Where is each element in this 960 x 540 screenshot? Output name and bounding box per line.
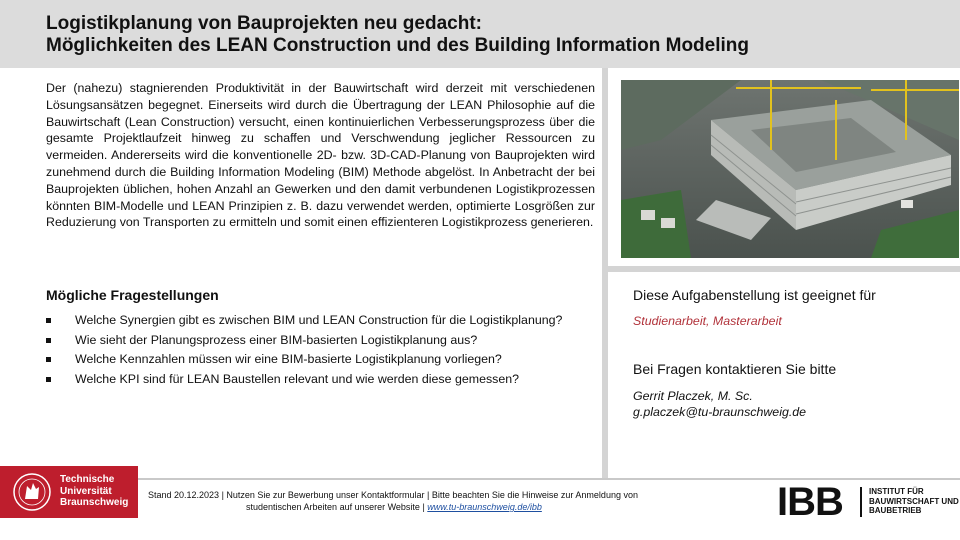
suitability-label: Diese Aufgabenstellung ist geeignet für [633, 287, 876, 303]
tu-name-line-1: Technische [60, 474, 115, 485]
vertical-divider [602, 68, 608, 478]
ibb-logo: IBB [777, 480, 843, 524]
title-line-1: Logistikplanung von Bauprojekten neu gedacht: [46, 13, 482, 34]
bullet-icon [46, 338, 51, 343]
list-item: Welche KPI sind für LEAN Baustellen relevant und wie werden diese gemessen? [46, 372, 595, 388]
list-item: Wie sieht der Planungsprozess einer BIM-basierten Logistikplanung aus? [46, 333, 595, 349]
footer-text [148, 489, 758, 513]
list-item: Welche Kennzahlen müssen wir eine BIM-basierte Logistikplanung vorliegen? [46, 352, 595, 368]
suitability-value: Studienarbeit, Masterarbeit [633, 314, 782, 328]
ibb-website-link[interactable]: www.tu-braunschweig.de/ibb [427, 502, 542, 512]
bullet-icon [46, 318, 51, 323]
bullet-icon [46, 377, 51, 382]
tu-name-line-3: Braunschweig [60, 497, 129, 508]
footer-line-1: Stand 20.12.2023 | Nutzen Sie zur Bewerbung unser Kontaktformular | Bitte beachten Sie die Hinweise zur Anmeldung von [148, 490, 638, 500]
tu-name-line-2: Universität [60, 485, 112, 497]
title-line-2: Möglichkeiten des LEAN Construction und des Building Information Modeling [46, 35, 749, 56]
horizontal-divider [608, 266, 960, 272]
footer-line-2: studentischen Arbeiten auf unserer Website | [246, 502, 428, 512]
questions-heading: Mögliche Fragestellungen [46, 287, 219, 303]
tu-braunschweig-logo [0, 466, 138, 518]
ibb-institute-name: INSTITUT FÜR BAUWIRTSCHAFT UND BAUBETRIEB [869, 487, 959, 515]
bullet-icon [46, 357, 51, 362]
contact-name: Gerrit Placzek, M. Sc. [633, 389, 753, 403]
ibb-logo-bar [860, 487, 862, 517]
contact-label: Bei Fragen kontaktieren Sie bitte [633, 361, 837, 377]
building-model-image [621, 80, 959, 258]
header-bar [0, 0, 960, 68]
list-item: Welche Synergien gibt es zwischen BIM und LEAN Construction für die Logistikplanung? [46, 313, 595, 329]
intro-paragraph: Der (nahezu) stagnierenden Produktivität in der Bauwirtschaft wird derzeit mit verschiedenen Lösungsansätzen begegnet. Einerseits wird durch die Übertragung der LEAN Philosophie auf die Bauwirtschaft (Lean Construction) versucht, einen kontinuierlichen Verbesserungsprozess über die gesamte Projektlaufzeit hinweg zu schaffen und Verschwendung jeglicher Ressourcen zu vermeiden. Andererseits wird die konventionelle 2D- bzw. 3D-CAD-Planung von Bauprojekten wird zunehmend durch die Building Information Modeling (BIM) Methode abgelöst. In Anbetracht der bei Bauprojekten üblichen, hohen Anzahl an Gewerken und den damit verbundenen Logistikprozessen könnten BIM-Modelle und LEAN Prinzipien z. B. dazu verwendet werden, optimierte Losgrößen zur Reduzierung von Transporten zu ermitteln und somit einen effizienteren Logistikprozess generieren. [46, 81, 595, 230]
contact-email[interactable]: g.placzek@tu-braunschweig.de [633, 405, 807, 419]
tu-seal-icon [12, 472, 52, 512]
questions-list [46, 313, 595, 391]
page-title [46, 13, 749, 57]
intro-section [46, 80, 595, 231]
